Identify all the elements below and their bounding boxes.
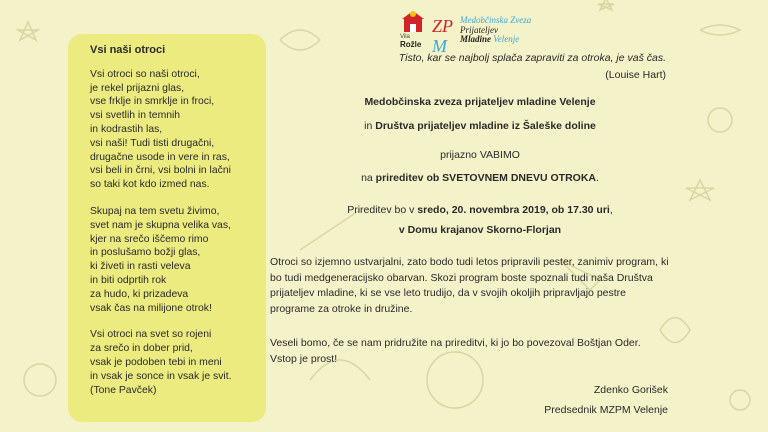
- vila-rozle-text: [400, 34, 421, 50]
- organizer-2-line: [270, 120, 690, 132]
- closing-paragraph: Veseli bomo, če se nam pridružite na prireditvi, ki jo bo povezoval Boštjan Oder. Vstop je prost!: [270, 337, 641, 365]
- poem-line: kjer na srečo iščemo rimo: [90, 233, 209, 245]
- event-date: sredo, 20. novembra 2019, ob 17.30 uri: [417, 204, 610, 216]
- description-paragraph: Otroci so izjemno ustvarjalni, zato bodo tudi letos pripravili pester, zanimiv program, ki bo tudi medgeneracijsko obarvan. Skozi program boste spoznali tudi naša Društva prijateljev mladine, ki se vse leto trudijo, da v svojih okoljih pripravljajo pestre programe za otroke in družine.: [270, 256, 669, 315]
- event-line: [270, 172, 690, 184]
- signature-role: Predsednik MZPM Velenje: [544, 404, 668, 416]
- event-location: v Domu krajanov Skorno-Florjan: [398, 224, 562, 236]
- org-line-3b: Velenje: [493, 34, 520, 44]
- fish-doodle: [700, 25, 740, 35]
- signature-name: Zdenko Gorišek: [593, 384, 668, 396]
- poem-line: vse frklje in smrklje in froci,: [90, 96, 215, 108]
- invite-line: prijazno VABIMO: [440, 149, 520, 161]
- event-period: .: [596, 172, 599, 184]
- rozle-label: Rožle: [400, 40, 422, 49]
- poem-title: Vsi naši otroci: [90, 44, 166, 56]
- org-line-2: Prijateljev: [460, 24, 498, 35]
- org-line-3: [460, 35, 531, 45]
- poem-line: vsak je podoben tebi in meni: [90, 356, 222, 368]
- poem-line: Vsi otroci na svet so rojeni: [90, 329, 212, 341]
- poem-author: (Tone Pavček): [90, 384, 157, 396]
- poem-line: Skupaj na tem svetu živimo,: [90, 205, 220, 217]
- mzpm-mark: [430, 14, 460, 54]
- poem-line: vsi naši! Tudi tisti drugačni,: [90, 137, 215, 149]
- org-line-3a: Mladine: [460, 34, 492, 44]
- poem-line: vsak čas na milijone otrok!: [90, 302, 212, 314]
- poem-line: za hudo, ki prizadeva: [90, 288, 189, 300]
- vila-label: Vila: [400, 34, 410, 40]
- poem-stanza: [90, 68, 265, 192]
- organizer-2: Društva prijateljev mladine iz Šaleške doline: [375, 120, 596, 132]
- poem-line: in poslušamo božji glas,: [90, 247, 201, 259]
- poem-line: drugačne usode in vere in ras,: [90, 151, 230, 163]
- zp-mark-text: ZP: [432, 16, 454, 36]
- org-line-1: Medobčinska Zveza: [460, 15, 532, 25]
- in-word: in: [364, 120, 373, 132]
- svg-text:M: M: [432, 36, 447, 54]
- when-prefix: Prireditev bo v: [347, 204, 415, 216]
- when-comma: ,: [609, 204, 613, 216]
- poem-line: in biti odprtih rok: [90, 274, 167, 286]
- poem: [90, 44, 265, 410]
- poem-line: za srečo in dober prid,: [90, 343, 193, 355]
- circle-doodle: [24, 364, 56, 396]
- when-line: [270, 204, 690, 216]
- poem-line: in kodrastih las,: [90, 123, 163, 135]
- star-doodle: [18, 22, 38, 40]
- logo-area: [398, 10, 578, 56]
- poem-line: in vsak je sonce in vsak je svit.: [90, 370, 232, 382]
- poem-stanza: [90, 205, 265, 315]
- poem-line: ki živeti in rasti veleva: [90, 261, 191, 273]
- poem-line: vsi svetlih in temnih: [90, 110, 181, 122]
- poem-line: vsi beli in črni, vsi bolni in lačni: [90, 165, 231, 177]
- quote-text: Tisto, kar se najbolj splača zapraviti za otroka, je vaš čas.: [398, 52, 666, 64]
- quote-author: (Louise Hart): [605, 69, 666, 81]
- organizer-1: Medobčinska zveza prijateljev mladine Velenje: [364, 96, 596, 108]
- poem-line: svet nam je skupna velika vas,: [90, 219, 231, 231]
- poem-line: je rekel prijazni glas,: [90, 82, 185, 94]
- org-name-logo: [460, 16, 531, 45]
- na-word: na: [361, 172, 373, 184]
- poem-stanza: [90, 328, 265, 397]
- poem-line: so taki kot kdo izmed nas.: [90, 179, 210, 191]
- event-name: prireditev ob SVETOVNEM DNEVU OTROKA: [375, 172, 597, 184]
- poem-line: Vsi otroci so naši otroci,: [90, 68, 200, 80]
